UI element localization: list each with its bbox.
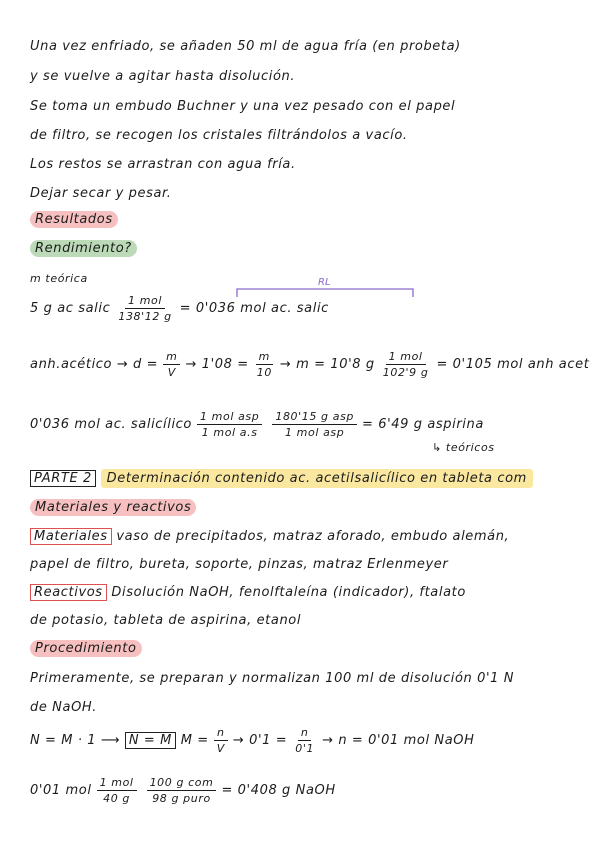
eq3-fraction-2 — [272, 410, 357, 439]
procedimiento-text-2: de NaOH. — [30, 700, 98, 715]
parte2-label: PARTE 2 — [30, 470, 96, 487]
eq4-f2-num: n — [298, 726, 312, 741]
eq2-c: → m = 10'8 g — [279, 357, 375, 372]
eq2-f1-den: V — [167, 366, 176, 379]
materiales-text-1: vaso de precipitados, matraz aforado, embudo alemán, — [116, 529, 510, 544]
eq2-d: = 0'105 mol anh acet — [436, 357, 590, 372]
heading-procedimiento-label: Procedimiento — [30, 640, 142, 657]
heading-rendimiento — [30, 240, 137, 258]
eq4-b: M = — [180, 733, 209, 748]
reactivos-text-2: de potasio, tableta de aspirina, etanol — [30, 613, 302, 628]
eq5-fraction-1 — [97, 776, 137, 805]
eq4-fraction-2 — [292, 726, 317, 755]
eq4-f2-den: 0'1 — [295, 742, 315, 755]
eq2-fraction-1 — [163, 350, 180, 379]
eq3-f1-den: 1 mol a.s — [201, 426, 258, 439]
eq1-left: 5 g ac salic — [30, 301, 111, 316]
eq5-f1-num: 1 mol — [97, 776, 137, 791]
heading-resultados — [30, 211, 118, 229]
eq4-d: → n = 0'01 mol NaOH — [322, 733, 475, 748]
eq1-den: 138'12 g — [118, 310, 172, 323]
m-teorica-label: m teórica — [30, 272, 88, 285]
eq1-fraction — [115, 294, 174, 323]
eq2-f3-num: 1 mol — [386, 350, 426, 365]
parte2-title: Determinación contenido ac. acetilsalicílico en tableta com — [101, 469, 533, 488]
equation-aspirina — [30, 410, 484, 439]
eq4-f1-den: V — [216, 742, 225, 755]
materiales-label: Materiales — [30, 528, 112, 545]
materiales-text-2: papel de filtro, bureta, soporte, pinzas, matraz Erlenmeyer — [30, 557, 449, 572]
eq4-box: N = M — [125, 732, 176, 749]
eq2-f3-den: 102'9 g — [382, 366, 429, 379]
eq4-a: N = M · 1 ⟶ — [30, 733, 121, 748]
eq2-f2-den: 10 — [256, 366, 272, 379]
text-line: y se vuelve a agitar hasta disolución. — [30, 69, 296, 84]
reactivos-label: Reactivos — [30, 584, 107, 601]
eq5-f1-den: 40 g — [103, 792, 130, 805]
eq5-fraction-2 — [147, 776, 217, 805]
eq2-fraction-3 — [380, 350, 432, 379]
eq2-fraction-2 — [254, 350, 275, 379]
text-line: Se toma un embudo Buchner y una vez pesado con el papel — [30, 99, 456, 114]
reactivos-line-1 — [30, 584, 466, 602]
eq5-f2-den: 98 g puro — [152, 792, 211, 805]
eq2-f2-num: m — [256, 350, 273, 365]
heading-procedimiento — [30, 640, 142, 658]
eq3-f2-den: 1 mol asp — [284, 426, 345, 439]
eq5-left: 0'01 mol — [30, 783, 92, 798]
eq5-right: = 0'408 g NaOH — [221, 783, 336, 798]
equation-anhidrido — [30, 350, 589, 379]
reactivos-text-1: Disolución NaOH, fenolftaleína (indicador), ftalato — [111, 585, 466, 600]
eq3-left: 0'036 mol ac. salicílico — [30, 417, 192, 432]
rl-label: RL — [318, 277, 331, 288]
eq1-right: = 0'036 mol ac. salic — [179, 301, 329, 316]
parte2-heading — [30, 469, 533, 488]
heading-resultados-label: Resultados — [30, 211, 118, 228]
eq1-num: 1 mol — [125, 294, 165, 309]
equation-normalidad — [30, 726, 475, 755]
eq4-fraction-1 — [214, 726, 228, 755]
eq5-f2-num: 100 g com — [147, 776, 217, 791]
equation-naoh — [30, 776, 336, 805]
eq2-f1-num: m — [163, 350, 180, 365]
procedimiento-text-1: Primeramente, se preparan y normalizan 100 ml de disolución 0'1 N — [30, 671, 515, 686]
eq4-c: → 0'1 = — [232, 733, 288, 748]
eq2-b: → 1'08 = — [185, 357, 249, 372]
eq2-a: anh.acético → d = — [30, 357, 159, 372]
heading-materiales-reactivos-label: Materiales y reactivos — [30, 499, 196, 516]
eq3-f1-num: 1 mol asp — [197, 410, 262, 425]
eq3-right: = 6'49 g aspirina — [362, 417, 484, 432]
eq3-note: ↳ teóricos — [432, 441, 495, 454]
text-line: Los restos se arrastran con agua fría. — [30, 157, 296, 172]
eq3-fraction-1 — [197, 410, 262, 439]
eq3-f2-num: 180'15 g asp — [272, 410, 357, 425]
text-line: Una vez enfriado, se añaden 50 ml de agua fría (en probeta) — [30, 39, 461, 54]
heading-materiales-reactivos — [30, 499, 196, 517]
eq4-f1-num: n — [214, 726, 228, 741]
materiales-line-1 — [30, 528, 509, 546]
equation-acido-salicilico — [30, 294, 329, 323]
text-line: Dejar secar y pesar. — [30, 186, 172, 201]
heading-rendimiento-label: Rendimiento? — [30, 240, 137, 257]
text-line: de filtro, se recogen los cristales filtrándolos a vacío. — [30, 128, 408, 143]
